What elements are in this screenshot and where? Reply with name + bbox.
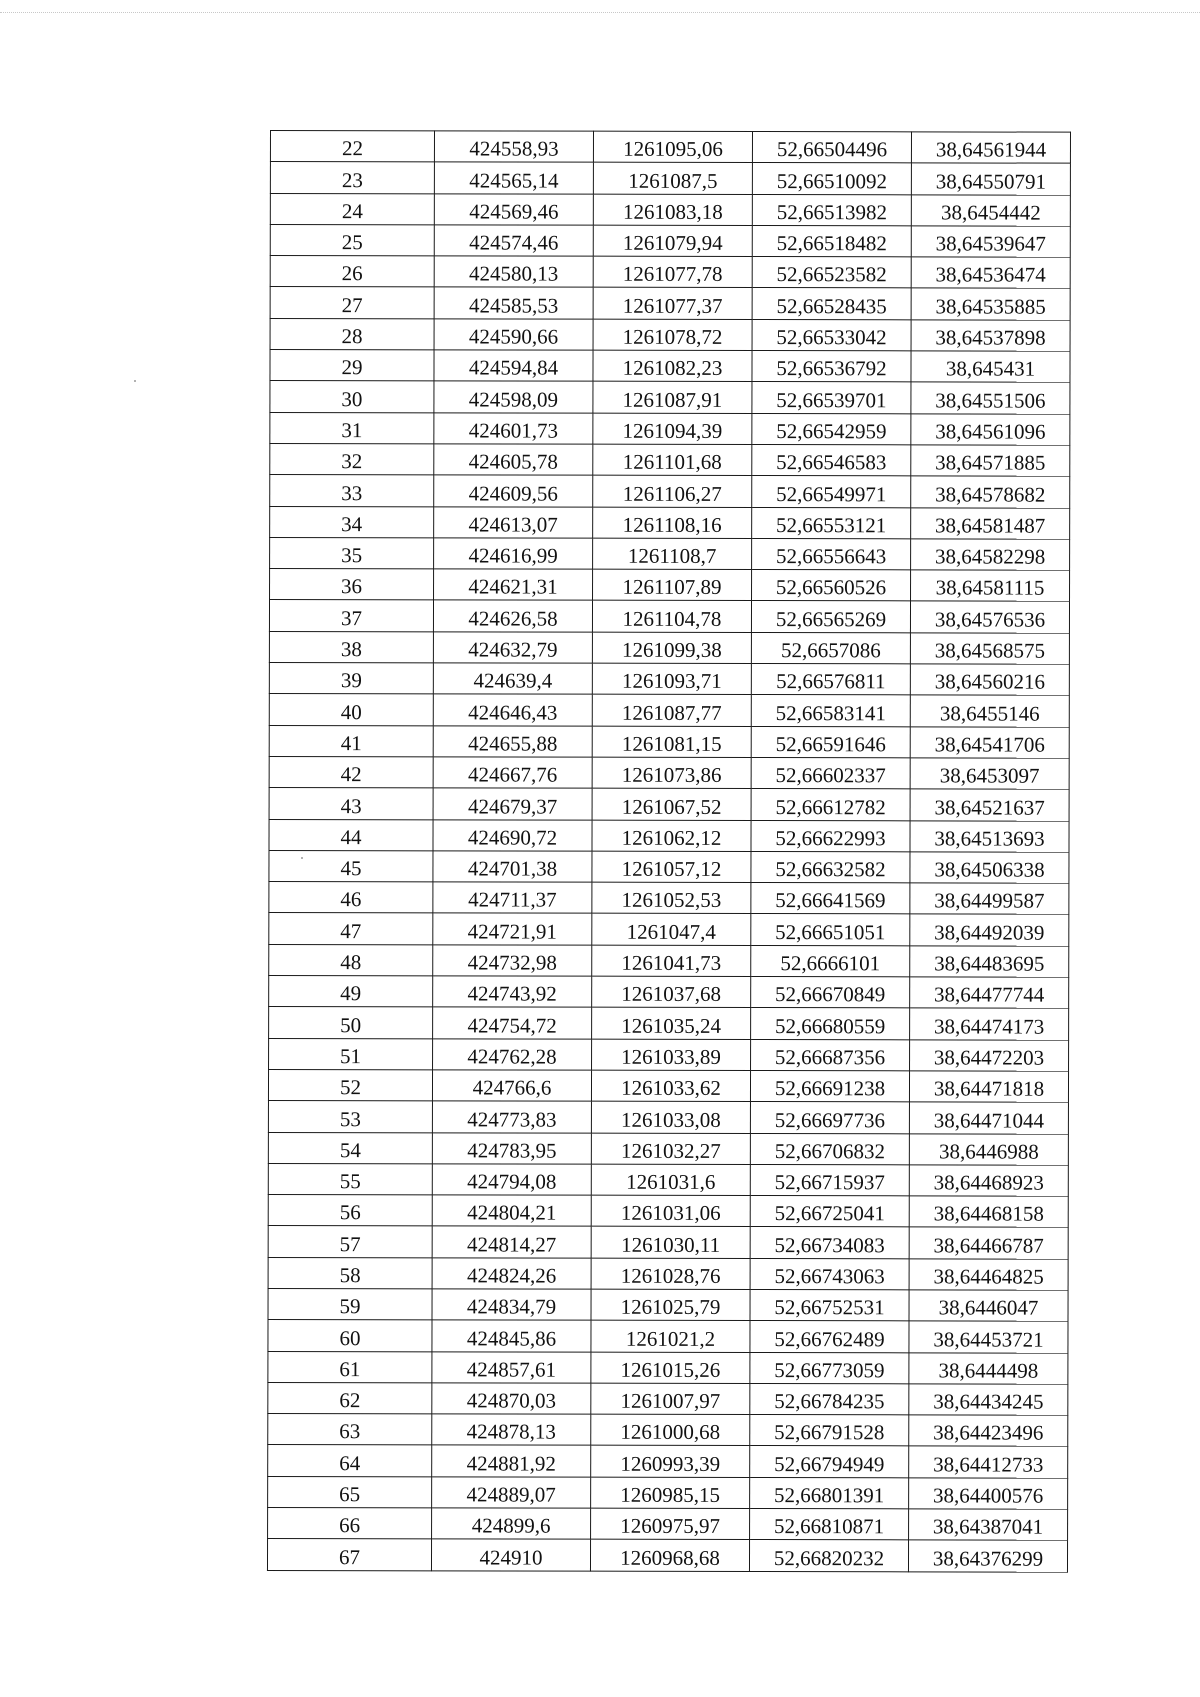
table-row — [270, 475, 1070, 508]
point-number-cell: 59 — [268, 1288, 432, 1320]
longitude-cell: 38,6444498 — [909, 1352, 1068, 1384]
y-coordinate-cell: 1261025,79 — [591, 1289, 750, 1321]
y-coordinate-cell: 1260993,39 — [591, 1446, 750, 1478]
latitude-cell: 52,66528435 — [752, 288, 911, 320]
y-coordinate-cell: 1261087,91 — [593, 382, 752, 414]
x-coordinate-cell: 424701,38 — [433, 851, 592, 883]
longitude-cell: 38,64471818 — [909, 1071, 1068, 1103]
y-coordinate-cell: 1261106,27 — [593, 475, 752, 507]
x-coordinate-cell: 424857,61 — [432, 1351, 591, 1383]
table-row — [268, 1257, 1068, 1290]
latitude-cell: 52,66536792 — [752, 351, 911, 383]
point-number-cell: 25 — [270, 224, 434, 256]
point-number-cell: 37 — [269, 600, 433, 632]
x-coordinate-cell: 424605,78 — [434, 444, 593, 476]
y-coordinate-cell: 1261081,15 — [592, 726, 751, 758]
y-coordinate-cell: 1261033,08 — [591, 1101, 750, 1133]
longitude-cell: 38,64582298 — [911, 539, 1070, 571]
x-coordinate-cell: 424804,21 — [432, 1195, 591, 1227]
point-number-cell: 30 — [270, 381, 434, 413]
table-row — [269, 913, 1069, 946]
point-number-cell: 29 — [270, 350, 434, 382]
point-number-cell: 24 — [270, 193, 434, 225]
y-coordinate-cell: 1261000,68 — [591, 1414, 750, 1446]
y-coordinate-cell: 1261108,16 — [593, 507, 752, 539]
latitude-cell: 52,66820232 — [749, 1540, 908, 1572]
latitude-cell: 52,66734083 — [750, 1227, 909, 1259]
longitude-cell: 38,64499587 — [910, 883, 1069, 915]
longitude-cell: 38,64576536 — [910, 601, 1069, 633]
y-coordinate-cell: 1261007,97 — [591, 1383, 750, 1415]
latitude-cell: 52,66513982 — [752, 194, 911, 226]
x-coordinate-cell: 424794,08 — [432, 1164, 591, 1196]
longitude-cell: 38,64400576 — [909, 1478, 1068, 1510]
latitude-cell: 52,66651051 — [751, 914, 910, 946]
point-number-cell: 57 — [268, 1226, 432, 1258]
y-coordinate-cell: 1261095,06 — [593, 131, 752, 163]
point-number-cell: 27 — [270, 287, 434, 319]
table-row — [270, 506, 1070, 539]
x-coordinate-cell: 424565,14 — [434, 162, 593, 194]
x-coordinate-cell: 424711,37 — [433, 882, 592, 914]
x-coordinate-cell: 424585,53 — [434, 287, 593, 319]
point-number-cell: 33 — [270, 475, 434, 507]
x-coordinate-cell: 424632,79 — [433, 632, 592, 664]
longitude-cell: 38,64434245 — [909, 1384, 1068, 1416]
table-row — [268, 1163, 1068, 1196]
y-coordinate-cell: 1261101,68 — [593, 444, 752, 476]
x-coordinate-cell: 424766,6 — [432, 1070, 591, 1102]
y-coordinate-cell: 1261030,11 — [591, 1227, 750, 1259]
point-number-cell: 35 — [270, 537, 434, 569]
latitude-cell: 52,66583141 — [751, 695, 910, 727]
latitude-cell: 52,66784235 — [750, 1383, 909, 1415]
x-coordinate-cell: 424646,43 — [433, 694, 592, 726]
table-row — [268, 1226, 1068, 1259]
longitude-cell: 38,64539647 — [911, 226, 1070, 258]
x-coordinate-cell: 424743,92 — [433, 976, 592, 1008]
point-number-cell: 46 — [269, 882, 433, 914]
table-row — [269, 1038, 1069, 1071]
y-coordinate-cell: 1261087,5 — [593, 162, 752, 194]
y-coordinate-cell: 1261073,86 — [592, 757, 751, 789]
latitude-cell: 52,66612782 — [751, 789, 910, 821]
table-row — [269, 663, 1069, 696]
x-coordinate-cell: 424881,92 — [432, 1445, 591, 1477]
y-coordinate-cell: 1261032,27 — [591, 1133, 750, 1165]
x-coordinate-cell: 424667,76 — [433, 757, 592, 789]
y-coordinate-cell: 1261077,78 — [593, 256, 752, 288]
y-coordinate-cell: 1261062,12 — [592, 820, 751, 852]
table-row — [268, 1476, 1068, 1509]
y-coordinate-cell: 1261079,94 — [593, 225, 752, 257]
table-row — [270, 318, 1070, 351]
longitude-cell: 38,6453097 — [910, 758, 1069, 790]
x-coordinate-cell: 424580,13 — [434, 256, 593, 288]
table-row — [269, 976, 1069, 1009]
x-coordinate-cell: 424824,26 — [432, 1258, 591, 1290]
latitude-cell: 52,66706832 — [750, 1133, 909, 1165]
point-number-cell: 40 — [269, 694, 433, 726]
y-coordinate-cell: 1261108,7 — [593, 538, 752, 570]
table-row — [269, 694, 1069, 727]
y-coordinate-cell: 1261035,24 — [592, 1007, 751, 1039]
table-row — [268, 1382, 1068, 1415]
latitude-cell: 52,66602337 — [751, 757, 910, 789]
point-number-cell: 52 — [268, 1069, 432, 1101]
table-row — [268, 1320, 1068, 1353]
latitude-cell: 52,66697736 — [750, 1102, 909, 1134]
y-coordinate-cell: 1261021,2 — [591, 1320, 750, 1352]
table-row — [268, 1508, 1068, 1541]
y-coordinate-cell: 1261083,18 — [593, 194, 752, 226]
y-coordinate-cell: 1261087,77 — [592, 695, 751, 727]
y-coordinate-cell: 1261077,37 — [593, 288, 752, 320]
table-row — [269, 725, 1069, 758]
longitude-cell: 38,64376299 — [908, 1540, 1067, 1572]
longitude-cell: 38,6454442 — [911, 194, 1070, 226]
table-row — [268, 1132, 1068, 1165]
longitude-cell: 38,64474173 — [910, 1008, 1069, 1040]
x-coordinate-cell: 424569,46 — [434, 193, 593, 225]
longitude-cell: 38,64483695 — [910, 946, 1069, 978]
latitude-cell: 52,66523582 — [752, 257, 911, 289]
point-number-cell: 55 — [268, 1163, 432, 1195]
latitude-cell: 52,66518482 — [752, 225, 911, 257]
scan-speck — [134, 380, 136, 382]
table-row — [270, 412, 1070, 445]
latitude-cell: 52,66752531 — [750, 1289, 909, 1321]
latitude-cell: 52,66762489 — [750, 1321, 909, 1353]
longitude-cell: 38,64468923 — [909, 1165, 1068, 1197]
longitude-cell: 38,64412733 — [909, 1446, 1068, 1478]
latitude-cell: 52,66546583 — [752, 444, 911, 476]
table-row — [269, 850, 1069, 883]
latitude-cell: 52,66576811 — [751, 664, 910, 696]
longitude-cell: 38,64581487 — [911, 507, 1070, 539]
y-coordinate-cell: 1261031,06 — [591, 1195, 750, 1227]
table-row — [268, 1414, 1068, 1447]
point-number-cell: 41 — [269, 725, 433, 757]
point-number-cell: 22 — [270, 131, 434, 163]
point-number-cell: 50 — [269, 1007, 433, 1039]
y-coordinate-cell: 1261067,52 — [592, 788, 751, 820]
table-row — [270, 443, 1070, 476]
point-number-cell: 31 — [270, 412, 434, 444]
longitude-cell: 38,645431 — [911, 351, 1070, 383]
table-row — [269, 819, 1069, 852]
latitude-cell: 52,66533042 — [752, 319, 911, 351]
latitude-cell: 52,6657086 — [751, 632, 910, 664]
x-coordinate-cell: 424590,66 — [434, 319, 593, 351]
point-number-cell: 32 — [270, 443, 434, 475]
longitude-cell: 38,64468158 — [909, 1196, 1068, 1228]
table-row — [268, 1069, 1068, 1102]
point-number-cell: 66 — [268, 1508, 432, 1540]
table-row — [270, 193, 1070, 226]
y-coordinate-cell: 1261047,4 — [592, 914, 751, 946]
point-number-cell: 56 — [268, 1195, 432, 1227]
point-number-cell: 48 — [269, 944, 433, 976]
longitude-cell: 38,64464825 — [909, 1259, 1068, 1291]
table-row — [268, 1195, 1068, 1228]
x-coordinate-cell: 424621,31 — [434, 569, 593, 601]
table-row — [270, 350, 1070, 383]
table-row — [270, 287, 1070, 320]
point-number-cell: 28 — [270, 318, 434, 350]
scan-speck — [301, 857, 303, 859]
point-number-cell: 45 — [269, 850, 433, 882]
point-number-cell: 53 — [268, 1101, 432, 1133]
longitude-cell: 38,64581115 — [911, 570, 1070, 602]
point-number-cell: 60 — [268, 1320, 432, 1352]
longitude-cell: 38,64477744 — [910, 977, 1069, 1009]
longitude-cell: 38,64550791 — [911, 163, 1070, 195]
longitude-cell: 38,6446988 — [909, 1133, 1068, 1165]
latitude-cell: 52,66794949 — [750, 1446, 909, 1478]
latitude-cell: 52,66725041 — [750, 1196, 909, 1228]
longitude-cell: 38,64472203 — [910, 1039, 1069, 1071]
y-coordinate-cell: 1261033,89 — [592, 1039, 751, 1071]
y-coordinate-cell: 1261041,73 — [592, 945, 751, 977]
x-coordinate-cell: 424598,09 — [434, 381, 593, 413]
longitude-cell: 38,64561096 — [911, 414, 1070, 446]
x-coordinate-cell: 424609,56 — [434, 475, 593, 507]
latitude-cell: 52,66632582 — [751, 851, 910, 883]
latitude-cell: 52,66670849 — [751, 977, 910, 1009]
latitude-cell: 52,66539701 — [752, 382, 911, 414]
point-number-cell: 39 — [269, 663, 433, 695]
latitude-cell: 52,6666101 — [751, 945, 910, 977]
point-number-cell: 51 — [269, 1038, 433, 1070]
table-row — [270, 131, 1070, 164]
y-coordinate-cell: 1261082,23 — [593, 350, 752, 382]
latitude-cell: 52,66680559 — [751, 1008, 910, 1040]
latitude-cell: 52,66560526 — [752, 570, 911, 602]
table-row — [268, 1101, 1068, 1134]
y-coordinate-cell: 1261104,78 — [592, 601, 751, 633]
x-coordinate-cell: 424690,72 — [433, 819, 592, 851]
longitude-cell: 38,6446047 — [909, 1290, 1068, 1322]
longitude-cell: 38,64453721 — [909, 1321, 1068, 1353]
longitude-cell: 38,64561944 — [911, 132, 1070, 164]
y-coordinate-cell: 1261093,71 — [592, 663, 751, 695]
point-number-cell: 54 — [268, 1132, 432, 1164]
point-number-cell: 38 — [269, 631, 433, 663]
longitude-cell: 38,64551506 — [911, 382, 1070, 414]
x-coordinate-cell: 424910 — [431, 1539, 590, 1571]
table-row — [270, 224, 1070, 257]
x-coordinate-cell: 424732,98 — [433, 945, 592, 977]
longitude-cell: 38,64466787 — [909, 1227, 1068, 1259]
latitude-cell: 52,66591646 — [751, 726, 910, 758]
table-row — [269, 788, 1069, 821]
table-row — [268, 1445, 1068, 1478]
y-coordinate-cell: 1261099,38 — [592, 632, 751, 664]
longitude-cell: 38,64506338 — [910, 852, 1069, 884]
table-row — [267, 1539, 1067, 1572]
y-coordinate-cell: 1260975,97 — [591, 1508, 750, 1540]
y-coordinate-cell: 1261057,12 — [592, 851, 751, 883]
x-coordinate-cell: 424655,88 — [433, 725, 592, 757]
y-coordinate-cell: 1261033,62 — [591, 1070, 750, 1102]
table-row — [269, 1007, 1069, 1040]
x-coordinate-cell: 424762,28 — [433, 1038, 592, 1070]
table-row — [270, 537, 1070, 570]
longitude-cell: 38,64578682 — [911, 476, 1070, 508]
longitude-cell: 38,64571885 — [911, 445, 1070, 477]
latitude-cell: 52,66549971 — [752, 476, 911, 508]
x-coordinate-cell: 424754,72 — [433, 1007, 592, 1039]
point-number-cell: 47 — [269, 913, 433, 945]
table-row — [270, 162, 1070, 195]
latitude-cell: 52,66641569 — [751, 883, 910, 915]
table-row — [268, 1288, 1068, 1321]
longitude-cell: 38,64536474 — [911, 257, 1070, 289]
table-row — [269, 882, 1069, 915]
latitude-cell: 52,66773059 — [750, 1352, 909, 1384]
longitude-cell: 38,64387041 — [909, 1509, 1068, 1541]
latitude-cell: 52,66510092 — [752, 163, 911, 195]
x-coordinate-cell: 424721,91 — [433, 913, 592, 945]
y-coordinate-cell: 1261028,76 — [591, 1258, 750, 1290]
x-coordinate-cell: 424899,6 — [432, 1508, 591, 1540]
latitude-cell: 52,66691238 — [750, 1070, 909, 1102]
x-coordinate-cell: 424626,58 — [433, 600, 592, 632]
point-number-cell: 23 — [270, 162, 434, 194]
longitude-cell: 38,64541706 — [910, 726, 1069, 758]
point-number-cell: 49 — [269, 976, 433, 1008]
y-coordinate-cell: 1261094,39 — [593, 413, 752, 445]
latitude-cell: 52,66553121 — [752, 507, 911, 539]
longitude-cell: 38,64521637 — [910, 789, 1069, 821]
longitude-cell: 38,64537898 — [911, 320, 1070, 352]
point-number-cell: 43 — [269, 788, 433, 820]
longitude-cell: 38,64471044 — [909, 1102, 1068, 1134]
latitude-cell: 52,66687356 — [751, 1039, 910, 1071]
table-row — [270, 569, 1070, 602]
point-number-cell: 26 — [270, 256, 434, 288]
point-number-cell: 63 — [268, 1414, 432, 1446]
x-coordinate-cell: 424773,83 — [432, 1101, 591, 1133]
point-number-cell: 64 — [268, 1445, 432, 1477]
x-coordinate-cell: 424870,03 — [432, 1383, 591, 1415]
y-coordinate-cell: 1261031,6 — [591, 1164, 750, 1196]
point-number-cell: 67 — [267, 1539, 431, 1571]
latitude-cell: 52,66715937 — [750, 1164, 909, 1196]
x-coordinate-cell: 424845,86 — [432, 1320, 591, 1352]
point-number-cell: 42 — [269, 756, 433, 788]
x-coordinate-cell: 424679,37 — [433, 788, 592, 820]
point-number-cell: 58 — [268, 1257, 432, 1289]
latitude-cell: 52,66565269 — [751, 601, 910, 633]
coordinates-table-body — [267, 131, 1070, 1572]
x-coordinate-cell: 424616,99 — [434, 538, 593, 570]
x-coordinate-cell: 424814,27 — [432, 1226, 591, 1258]
x-coordinate-cell: 424889,07 — [432, 1477, 591, 1509]
x-coordinate-cell: 424878,13 — [432, 1414, 591, 1446]
point-number-cell: 61 — [268, 1351, 432, 1383]
x-coordinate-cell: 424574,46 — [434, 225, 593, 257]
x-coordinate-cell: 424558,93 — [434, 131, 593, 163]
y-coordinate-cell: 1261052,53 — [592, 882, 751, 914]
point-number-cell: 36 — [270, 569, 434, 601]
latitude-cell: 52,66504496 — [752, 132, 911, 164]
x-coordinate-cell: 424594,84 — [434, 350, 593, 382]
longitude-cell: 38,64423496 — [909, 1415, 1068, 1447]
y-coordinate-cell: 1261037,68 — [592, 976, 751, 1008]
point-number-cell: 44 — [269, 819, 433, 851]
table-row — [269, 631, 1069, 664]
coordinates-table — [267, 130, 1071, 1572]
point-number-cell: 34 — [270, 506, 434, 538]
latitude-cell: 52,66622993 — [751, 820, 910, 852]
x-coordinate-cell: 424783,95 — [432, 1132, 591, 1164]
longitude-cell: 38,64535885 — [911, 288, 1070, 320]
table-row — [269, 600, 1069, 633]
table-row — [270, 381, 1070, 414]
latitude-cell: 52,66743063 — [750, 1258, 909, 1290]
x-coordinate-cell: 424834,79 — [432, 1289, 591, 1321]
latitude-cell: 52,66810871 — [750, 1509, 909, 1541]
y-coordinate-cell: 1261107,89 — [593, 569, 752, 601]
y-coordinate-cell: 1260985,15 — [591, 1477, 750, 1509]
latitude-cell: 52,66791528 — [750, 1415, 909, 1447]
point-number-cell: 62 — [268, 1382, 432, 1414]
latitude-cell: 52,66542959 — [752, 413, 911, 445]
table-row — [269, 944, 1069, 977]
longitude-cell: 38,64492039 — [910, 914, 1069, 946]
point-number-cell: 65 — [268, 1476, 432, 1508]
y-coordinate-cell: 1260968,68 — [590, 1540, 749, 1572]
longitude-cell: 38,64560216 — [910, 664, 1069, 696]
longitude-cell: 38,64513693 — [910, 820, 1069, 852]
x-coordinate-cell: 424639,4 — [433, 663, 592, 695]
table-row — [269, 756, 1069, 789]
longitude-cell: 38,6455146 — [910, 695, 1069, 727]
latitude-cell: 52,66801391 — [750, 1477, 909, 1509]
y-coordinate-cell: 1261078,72 — [593, 319, 752, 351]
latitude-cell: 52,66556643 — [752, 538, 911, 570]
x-coordinate-cell: 424601,73 — [434, 413, 593, 445]
table-row — [270, 256, 1070, 289]
x-coordinate-cell: 424613,07 — [434, 506, 593, 538]
longitude-cell: 38,64568575 — [910, 633, 1069, 665]
y-coordinate-cell: 1261015,26 — [591, 1352, 750, 1384]
table-row — [268, 1351, 1068, 1384]
